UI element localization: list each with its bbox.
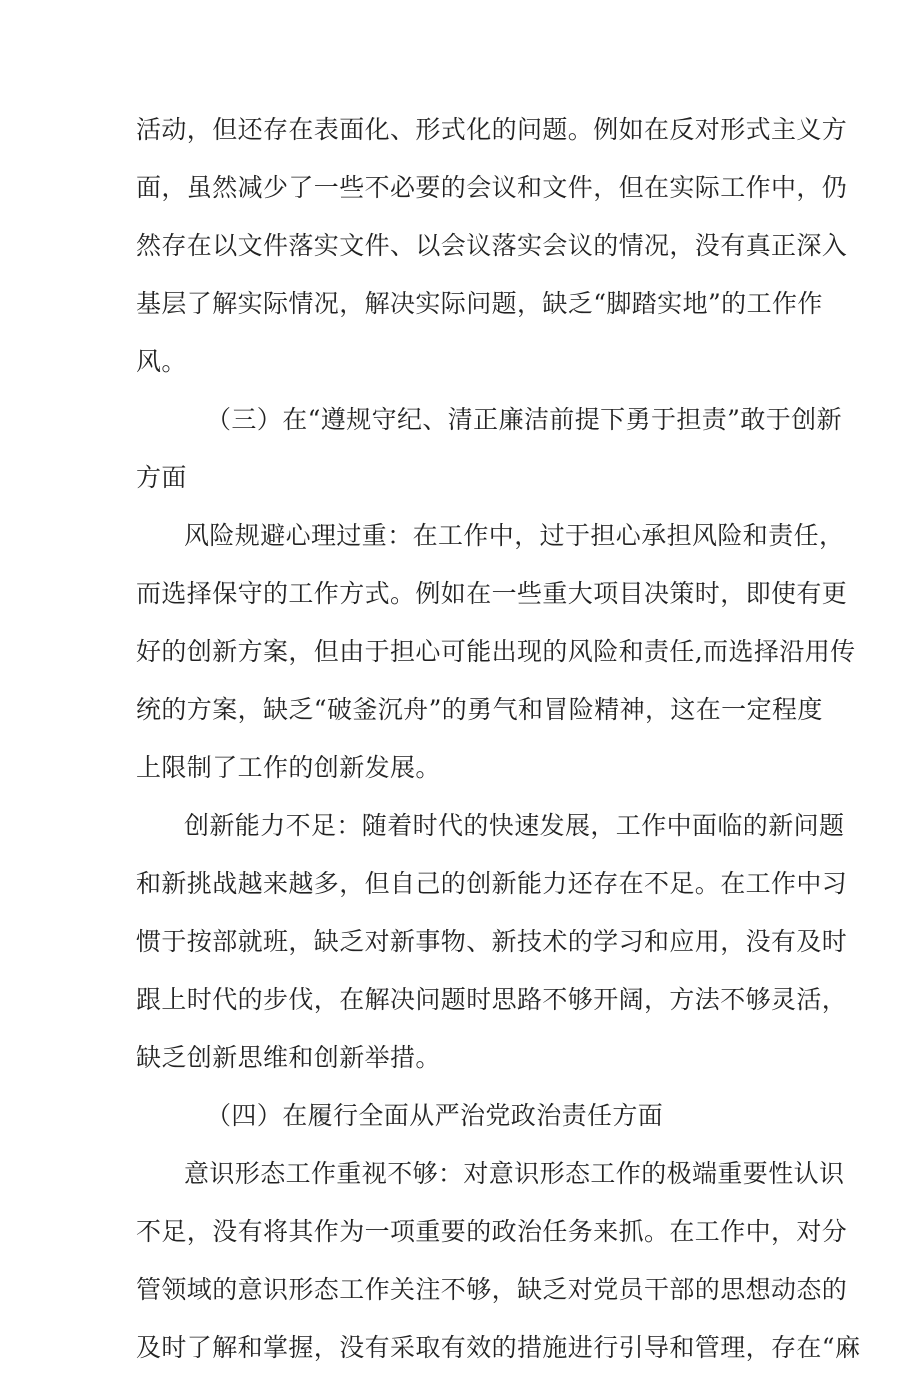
body-line: 和新挑战越来越多，但自己的创新能力还存在不足。在工作中习 <box>136 869 848 898</box>
body-line: 不足，没有将其作为一项重要的政治任务来抓。在工作中，对分 <box>136 1217 848 1246</box>
body-line: 风。 <box>136 347 187 376</box>
body-line: 活动，但还存在表面化、形式化的问题。例如在反对形式主义方 <box>136 115 848 144</box>
body-line: 上限制了工作的创新发展。 <box>136 753 441 782</box>
body-line: 管领域的意识形态工作关注不够，缺乏对党员干部的思想动态的 <box>136 1275 848 1304</box>
section-heading-three: （三）在“遵规守纪、清正廉洁前提下勇于担责”敢于创新 <box>206 405 842 434</box>
body-line: 跟上时代的步伐，在解决问题时思路不够开阔，方法不够灵活， <box>136 985 848 1014</box>
body-line: 缺乏创新思维和创新举措。 <box>136 1043 441 1072</box>
body-line: 惯于按部就班，缺乏对新事物、新技术的学习和应用，没有及时 <box>136 927 848 956</box>
paragraph-start: 风险规避心理过重：在工作中，过于担心承担风险和责任， <box>184 521 845 550</box>
body-line: 而选择保守的工作方式。例如在一些重大项目决策时，即使有更 <box>136 579 848 608</box>
body-line: 好的创新方案，但由于担心可能出现的风险和责任,而选择沿用传 <box>136 637 856 666</box>
body-line: 统的方案，缺乏“破釜沉舟”的勇气和冒险精神，这在一定程度 <box>136 695 823 724</box>
body-line: 面，虽然减少了一些不必要的会议和文件，但在实际工作中，仍 <box>136 173 848 202</box>
paragraph-start: 意识形态工作重视不够：对意识形态工作的极端重要性认识 <box>184 1159 845 1188</box>
paragraph-start: 创新能力不足：随着时代的快速发展，工作中面临的新问题 <box>184 811 845 840</box>
section-heading-four: （四）在履行全面从严治党政治责任方面 <box>206 1101 664 1130</box>
body-line: 及时了解和掌握，没有采取有效的措施进行引导和管理，存在“麻 <box>136 1333 861 1362</box>
section-heading-three-continued: 方面 <box>136 463 187 492</box>
body-line: 基层了解实际情况，解决实际问题，缺乏“脚踏实地”的工作作 <box>136 289 823 318</box>
document-body <box>136 101 861 1377</box>
body-line: 然存在以文件落实文件、以会议落实会议的情况，没有真正深入 <box>136 231 848 260</box>
